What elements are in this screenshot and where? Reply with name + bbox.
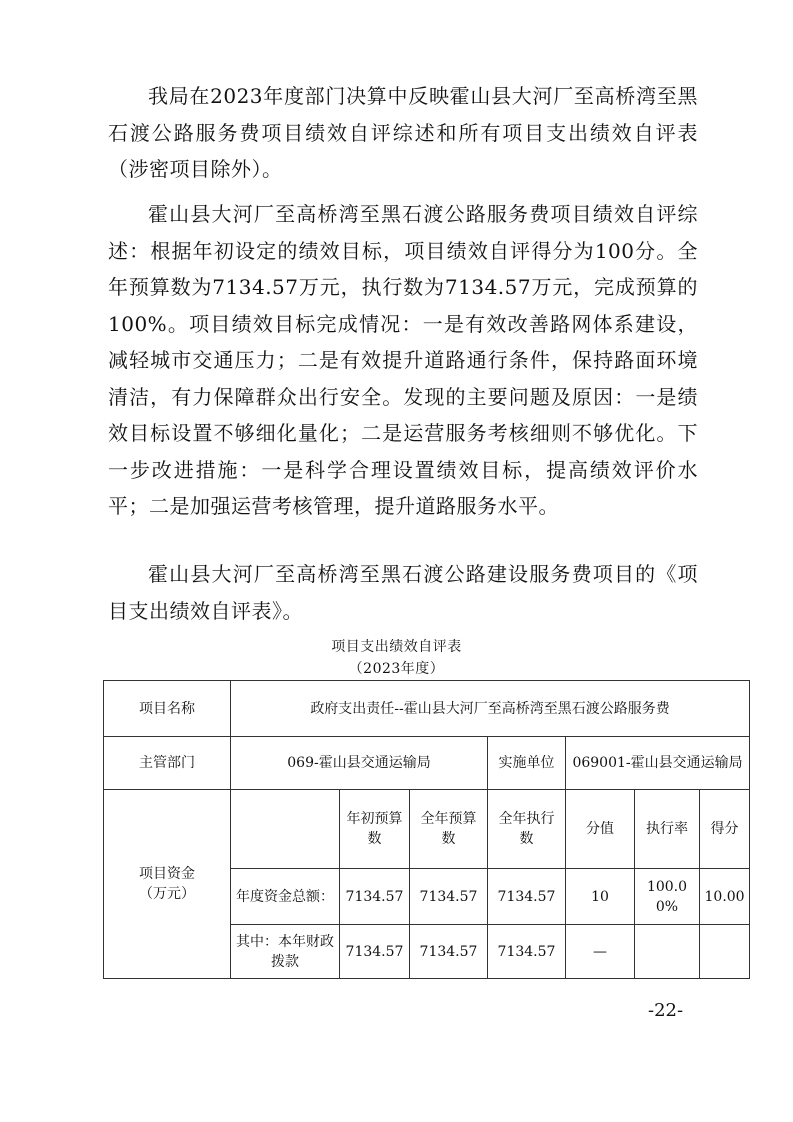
table-row bbox=[104, 790, 750, 869]
cell-annual: 7134.57 bbox=[410, 925, 488, 979]
cell-initial: 7134.57 bbox=[340, 869, 410, 925]
cell-score bbox=[700, 925, 750, 979]
header-annual-executed: 全年执行数 bbox=[488, 790, 566, 869]
cell-rate: 100.00% bbox=[635, 869, 700, 925]
project-name-value: 政府支出责任--霍山县大河厂至高桥湾至黑石渡公路服务费 bbox=[231, 681, 750, 737]
table-bottom-rule bbox=[103, 978, 749, 979]
table-row bbox=[104, 737, 750, 790]
header-execution-rate: 执行率 bbox=[635, 790, 700, 869]
page-number: -22- bbox=[648, 1000, 684, 1021]
row-label: 年度资金总额： bbox=[231, 869, 340, 925]
row-label: 其中：本年财政拨款 bbox=[231, 925, 340, 979]
empty-cell bbox=[231, 790, 340, 869]
header-initial-budget: 年初预算数 bbox=[340, 790, 410, 869]
cell-score-value: — bbox=[566, 925, 635, 979]
project-name-label: 项目名称 bbox=[104, 681, 231, 737]
table-year: （2023年度） bbox=[348, 661, 445, 677]
performance-table bbox=[103, 680, 750, 979]
table-row bbox=[104, 681, 750, 737]
cell-rate bbox=[635, 925, 700, 979]
cell-executed: 7134.57 bbox=[488, 925, 566, 979]
cell-executed: 7134.57 bbox=[488, 869, 566, 925]
table-title: 项目支出绩效自评表 bbox=[331, 639, 462, 655]
unit-value: 069001-霍山县交通运输局 bbox=[566, 737, 750, 790]
header-annual-budget: 全年预算数 bbox=[410, 790, 488, 869]
paragraph-summary: 霍山县大河厂至高桥湾至黑石渡公路服务费项目绩效自评综述：根据年初设定的绩效目标，项目绩效自评得分为100分。全年预算数为7134.57万元，执行数为7134.57万元，完成预算的100%。项目绩效目标完成情况：一是有效改善路网体系建设，减轻城市交通压力；二是有效提升道路通行条件，保持路面环境清洁，有力保障群众出行安全。发现的主要问题及原因：一是绩效目标设置不够细化量化；二是运营服务考核细则不够优化。下一步改进措施：一是科学合理设置绩效目标，提高绩效评价水平；二是加强运营考核管理，提升道路服务水平。 bbox=[108, 202, 698, 518]
paragraph-intro: 我局在2023年度部门决算中反映霍山县大河厂至高桥湾至黑石渡公路服务费项目绩效自评综述和所有项目支出绩效自评表（涉密项目除外）。 bbox=[108, 84, 698, 181]
cell-initial: 7134.57 bbox=[340, 925, 410, 979]
cell-annual: 7134.57 bbox=[410, 869, 488, 925]
header-score: 得分 bbox=[700, 790, 750, 869]
header-score-value: 分值 bbox=[566, 790, 635, 869]
cell-score: 10.00 bbox=[700, 869, 750, 925]
dept-value: 069-霍山县交通运输局 bbox=[231, 737, 488, 790]
cell-score-value: 10 bbox=[566, 869, 635, 925]
paragraph-table-intro: 霍山县大河厂至高桥湾至黑石渡公路建设服务费项目的《项目支出绩效自评表》。 bbox=[108, 562, 698, 623]
funds-label: 项目资金 （万元） bbox=[104, 790, 231, 979]
dept-label: 主管部门 bbox=[104, 737, 231, 790]
unit-label: 实施单位 bbox=[488, 737, 566, 790]
